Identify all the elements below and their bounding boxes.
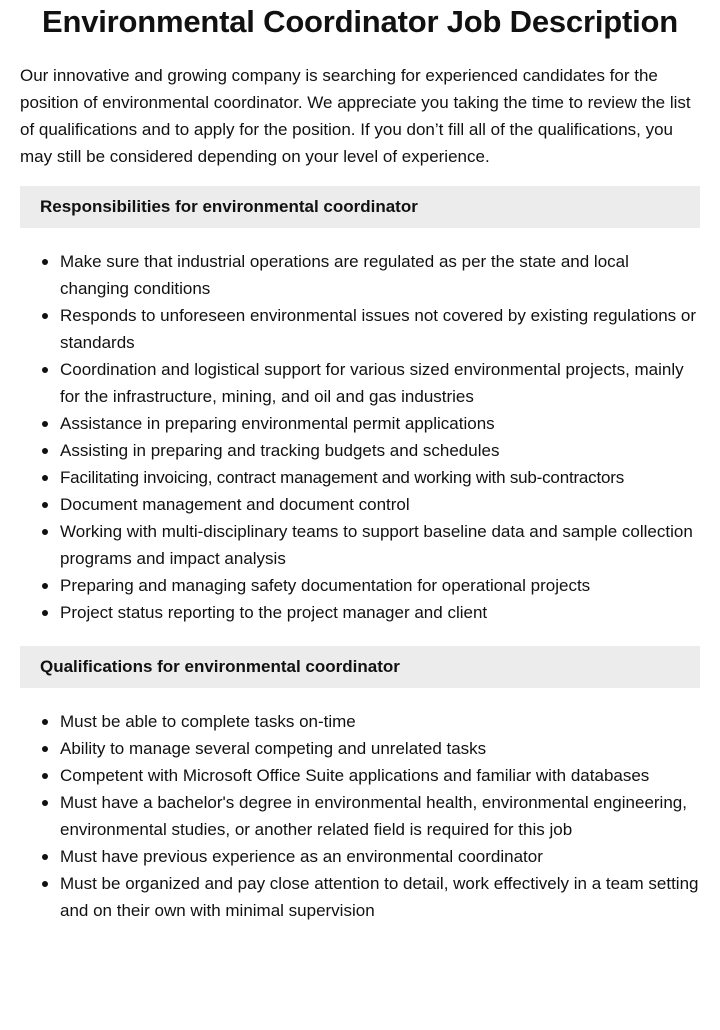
list-item: Must have previous experience as an environmental coordinator	[60, 843, 700, 870]
list-item: Document management and document control	[60, 491, 700, 518]
list-item: Must be able to complete tasks on-time	[60, 708, 700, 735]
list-item: Must have a bachelor's degree in environmental health, environmental engineering, environmental studies, or another related field is required for this job	[60, 789, 700, 843]
intro-paragraph: Our innovative and growing company is searching for experienced candidates for the position of environmental coordinator. We appreciate you taking the time to review the list of qualifications and to apply for the position. If you don’t fill all of the qualifications, you may still be considered depending on your level of experience.	[20, 66, 691, 166]
page-title: Environmental Coordinator Job Description	[42, 4, 678, 39]
list-item: Responds to unforeseen environmental issues not covered by existing regulations or standards	[60, 302, 700, 356]
list-item: Must be organized and pay close attention to detail, work effectively in a team setting and on their own with minimal supervision	[60, 870, 700, 924]
responsibilities-heading: Responsibilities for environmental coordinator	[20, 186, 700, 228]
list-item: Preparing and managing safety documentation for operational projects	[60, 572, 700, 599]
responsibilities-list	[20, 248, 700, 626]
list-item: Assistance in preparing environmental permit applications	[60, 410, 700, 437]
list-item: Competent with Microsoft Office Suite applications and familiar with databases	[60, 762, 700, 789]
qualifications-list	[20, 708, 700, 924]
list-item: Coordination and logistical support for various sized environmental projects, mainly for the infrastructure, mining, and oil and gas industries	[60, 356, 700, 410]
list-item: Working with multi-disciplinary teams to support baseline data and sample collection programs and impact analysis	[60, 518, 700, 572]
list-item: Facilitating invoicing, contract management and working with sub-contractors	[60, 464, 700, 491]
qualifications-heading: Qualifications for environmental coordinator	[20, 646, 700, 688]
list-item: Assisting in preparing and tracking budgets and schedules	[60, 437, 700, 464]
list-item: Make sure that industrial operations are regulated as per the state and local changing conditions	[60, 248, 700, 302]
list-item: Project status reporting to the project manager and client	[60, 599, 700, 626]
list-item: Ability to manage several competing and unrelated tasks	[60, 735, 700, 762]
